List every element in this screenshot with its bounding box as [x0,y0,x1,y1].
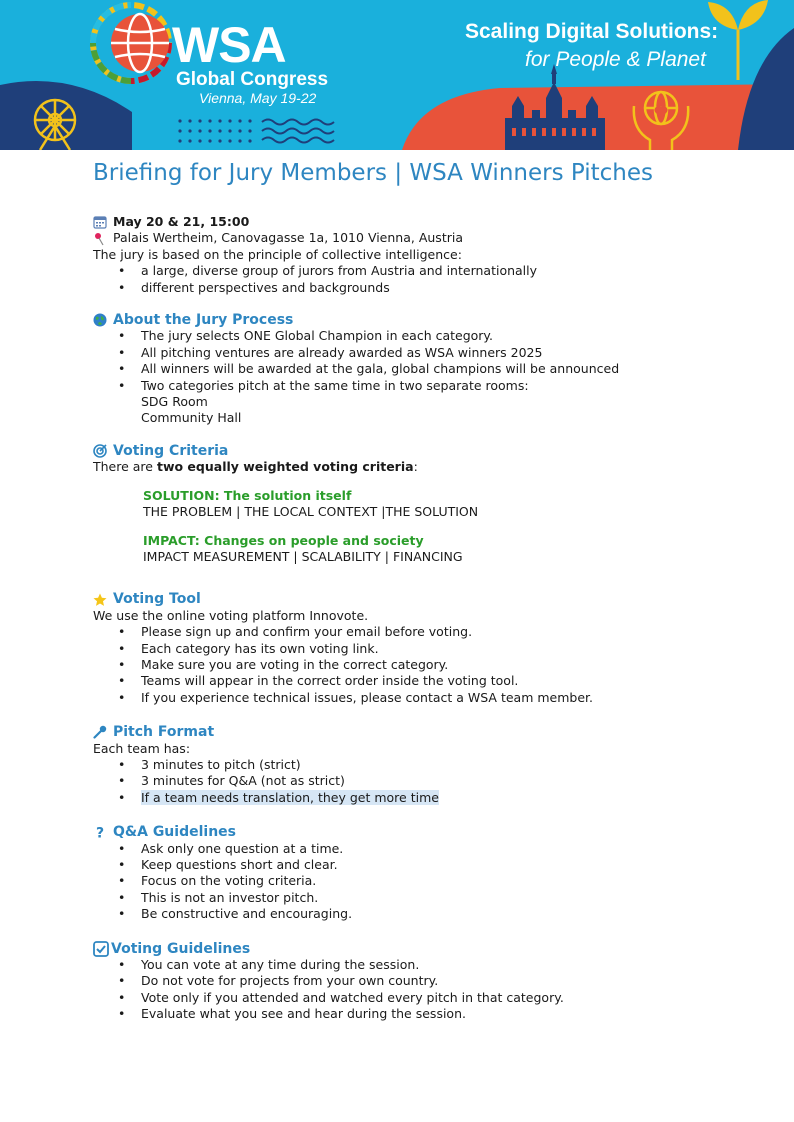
criterion-title: IMPACT: Changes on people and society [143,532,424,548]
question-mark-icon [93,825,107,839]
logo-date: Vienna, May 19-22 [199,90,317,106]
section-heading-voting-criteria [93,443,763,459]
section-heading-voting-guidelines [93,941,763,957]
list-item: • Be constructive and encouraging. [141,906,763,922]
intro-list [93,263,763,296]
document-body [93,214,763,1023]
wave-pattern-icon [262,120,334,143]
section-heading-pitch-format [93,724,763,740]
section-heading-qa-guidelines [93,824,763,840]
section-heading-text: Voting Criteria [113,442,229,459]
list-item: • You can vote at any time during the session. [141,957,763,973]
list-item: • Two categories pitch at the same time in two separate rooms: [141,378,763,394]
list-item: • All winners will be awarded at the gala, global champions will be announced [141,361,763,377]
event-location-row [93,230,763,246]
pitch-format-list [93,757,763,806]
target-icon [93,444,107,458]
section-heading-jury-process [93,312,763,328]
list-item: • The jury selects ONE Global Champion in each category. [141,328,763,344]
svg-text:?: ? [95,825,105,840]
list-item: • Keep questions short and clear. [141,857,763,873]
dot-pattern-icon [178,119,251,142]
wsa-globe-logo-icon [93,5,169,81]
list-item: • Please sign up and confirm your email before voting. [141,624,763,640]
vienna-city-hall-icon [505,64,605,150]
list-item: • This is not an investor pitch. [141,890,763,906]
intro-text: The jury is based on the principle of collective intelligence: [93,246,462,262]
list-item: • Each category has its own voting link. [141,641,763,657]
criterion-impact [93,533,763,566]
tagline-line-1: Scaling Digital Solutions: [465,20,719,43]
page-title: Briefing for Jury Members | WSA Winners Pitches [93,160,654,186]
list-item: • Focus on the voting criteria. [141,873,763,889]
list-item: • different perspectives and backgrounds [141,280,763,296]
calendar-icon [93,215,107,229]
list-item: • a large, diverse group of jurors from Austria and internationally [141,263,763,279]
header-banner [0,0,794,150]
section-heading-text: Pitch Format [113,724,215,741]
voting-guidelines-list [93,957,763,1023]
criterion-solution [93,488,763,521]
list-item [141,790,763,806]
highlighted-text: If a team needs translation, they get more time [141,789,439,805]
section-heading-text: Voting Guidelines [111,940,251,957]
list-item: • Teams will appear in the correct order inside the voting tool. [141,673,763,689]
room-name: Community Hall [141,410,242,426]
logo-wordmark: WSA [172,17,286,73]
list-item: • Make sure you are voting in the correct category. [141,657,763,673]
pushpin-icon [93,232,107,246]
room-list [93,394,763,427]
voting-criteria-intro: There are two equally weighted voting criteria: [93,459,418,475]
tagline-line-2: for People & Planet [525,48,706,71]
criterion-title: SOLUTION: The solution itself [143,487,352,503]
section-heading-text: Q&A Guidelines [113,824,236,841]
pitch-format-intro: Each team has: [93,740,191,756]
event-date-row [93,214,763,230]
event-location: Palais Wertheim, Canovagasse 1a, 1010 Vienna, Austria [113,230,463,246]
logo-subtitle: Global Congress [176,69,329,90]
checkbox-checked-icon [93,941,109,957]
room-name: SDG Room [141,394,208,410]
microphone-icon [93,725,107,739]
voting-tool-list [93,624,763,706]
list-item: • If you experience technical issues, please contact a WSA team member. [141,690,763,706]
list-item: • All pitching ventures are already awarded as WSA winners 2025 [141,345,763,361]
event-date: May 20 & 21, 15:00 [113,214,250,229]
globe-icon [93,313,107,327]
section-heading-text: About the Jury Process [113,312,294,329]
qa-guidelines-list [93,841,763,923]
list-item: • Evaluate what you see and hear during the session. [141,1006,763,1022]
criterion-text: IMPACT MEASUREMENT | SCALABILITY | FINANCING [143,548,463,564]
section-heading-voting-tool [93,591,763,607]
list-item: • Ask only one question at a time. [141,841,763,857]
list-item: • 3 minutes to pitch (strict) [141,757,763,773]
list-item: • Do not vote for projects from your own country. [141,973,763,989]
voting-tool-intro: We use the online voting platform Innovote. [93,607,369,623]
list-item: • 3 minutes for Q&A (not as strict) [141,773,763,789]
star-icon [93,593,107,607]
jury-process-list [93,328,763,394]
section-heading-text: Voting Tool [113,591,201,608]
list-item: • Vote only if you attended and watched every pitch in that category. [141,990,763,1006]
criterion-text: THE PROBLEM | THE LOCAL CONTEXT |THE SOLUTION [143,504,479,520]
